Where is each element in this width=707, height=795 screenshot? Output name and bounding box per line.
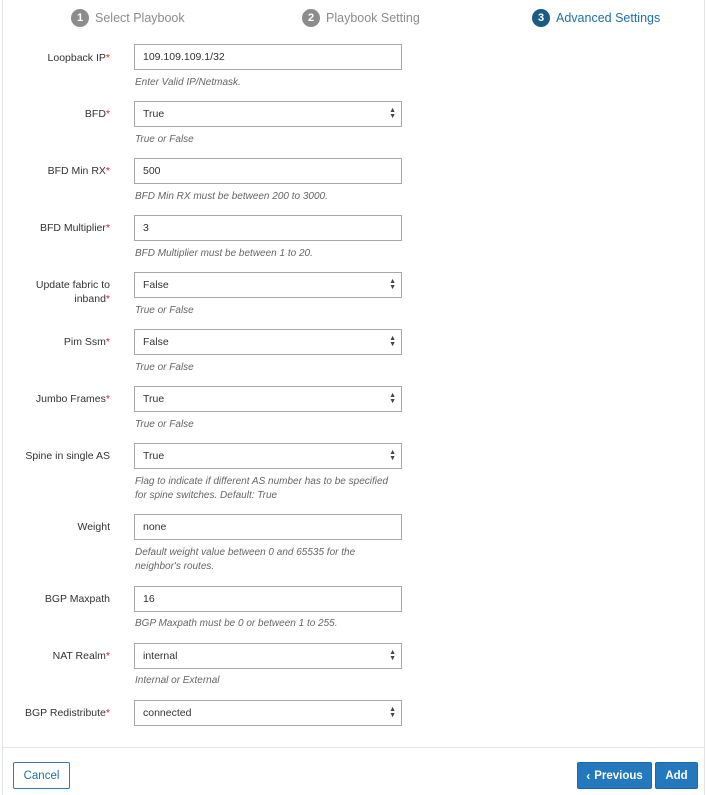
nat-realm-select[interactable]: internal ▲ ▼ [134,643,402,669]
nat-realm-help: Internal or External [135,675,220,686]
previous-button[interactable] [577,762,652,789]
step-number-3: 3 [532,9,550,27]
select-caret-icon: ▲ ▼ [389,449,396,462]
spine-single-as-select[interactable]: True ▲ ▼ [134,443,402,469]
weight-label: Weight [77,521,110,533]
weight-help: Default weight value between 0 and 65535 for the neighbor's routes. [135,547,356,572]
select-caret-icon: ▲ ▼ [389,278,396,291]
spine-single-as-label: Spine in single AS [25,450,110,462]
bfd-help: True or False [135,134,194,145]
step-playbook-setting[interactable] [302,9,420,27]
bgp-maxpath-label: BGP Maxpath [44,593,110,605]
update-fabric-select[interactable]: False ▲ ▼ [134,272,402,298]
bfd-multiplier-help: BFD Multiplier must be between 1 to 20. [135,248,313,259]
select-caret-icon: ▲ ▼ [389,335,396,348]
bfd-min-rx-label: BFD Min RX* [47,165,110,177]
loopback-ip-help: Enter Valid IP/Netmask. [135,77,241,88]
select-caret-icon: ▲ ▼ [389,706,396,719]
previous-button-label: Previous [594,769,643,782]
bfd-select[interactable]: True ▲ ▼ [134,101,402,127]
update-fabric-help: True or False [135,305,194,316]
nat-realm-label: NAT Realm* [52,650,110,662]
weight-input[interactable]: none [134,514,402,540]
jumbo-frames-label: Jumbo Frames* [35,393,110,405]
jumbo-frames-select[interactable]: True ▲ ▼ [134,386,402,412]
loopback-ip-input[interactable]: 109.109.109.1/32 [134,44,402,70]
step-label: Select Playbook [95,11,185,25]
step-number-1: 1 [71,9,89,27]
bfd-multiplier-input[interactable]: 3 [134,215,402,241]
jumbo-frames-help: True or False [135,419,194,430]
step-advanced-settings[interactable] [532,9,660,27]
step-select-playbook[interactable] [71,9,185,27]
cancel-button[interactable]: Cancel [13,762,70,789]
footer-divider [3,747,704,748]
add-button[interactable]: Add [655,762,698,789]
bgp-redistribute-select[interactable]: connected ▲ ▼ [134,700,402,726]
bgp-redistribute-label: BGP Redistribute* [24,707,110,719]
step-number-2: 2 [302,9,320,27]
pim-ssm-select[interactable]: False ▲ ▼ [134,329,402,355]
bgp-maxpath-input[interactable]: 16 [134,586,402,612]
wizard-steps [0,0,707,36]
bfd-min-rx-input[interactable]: 500 [134,158,402,184]
select-caret-icon: ▲ ▼ [389,649,396,662]
loopback-ip-label: Loopback IP* [47,52,110,64]
step-label: Playbook Setting [326,11,420,25]
pim-ssm-help: True or False [135,362,194,373]
pim-ssm-label: Pim Ssm* [63,336,110,348]
select-caret-icon: ▲ ▼ [389,392,396,405]
bfd-label: BFD* [84,108,110,120]
select-caret-icon: ▲ ▼ [389,107,396,120]
bfd-min-rx-help: BFD Min RX must be between 200 to 3000. [135,191,328,202]
bgp-maxpath-help: BGP Maxpath must be 0 or between 1 to 255. [135,618,338,629]
step-label: Advanced Settings [556,11,661,25]
bfd-multiplier-label: BFD Multiplier* [39,222,110,234]
update-fabric-label: Update fabric to inband* [35,279,110,305]
spine-single-as-help: Flag to indicate if different AS number has to be specified for spine switches. Default: True [135,476,389,501]
chevron-left-icon: ‹ [586,768,591,783]
